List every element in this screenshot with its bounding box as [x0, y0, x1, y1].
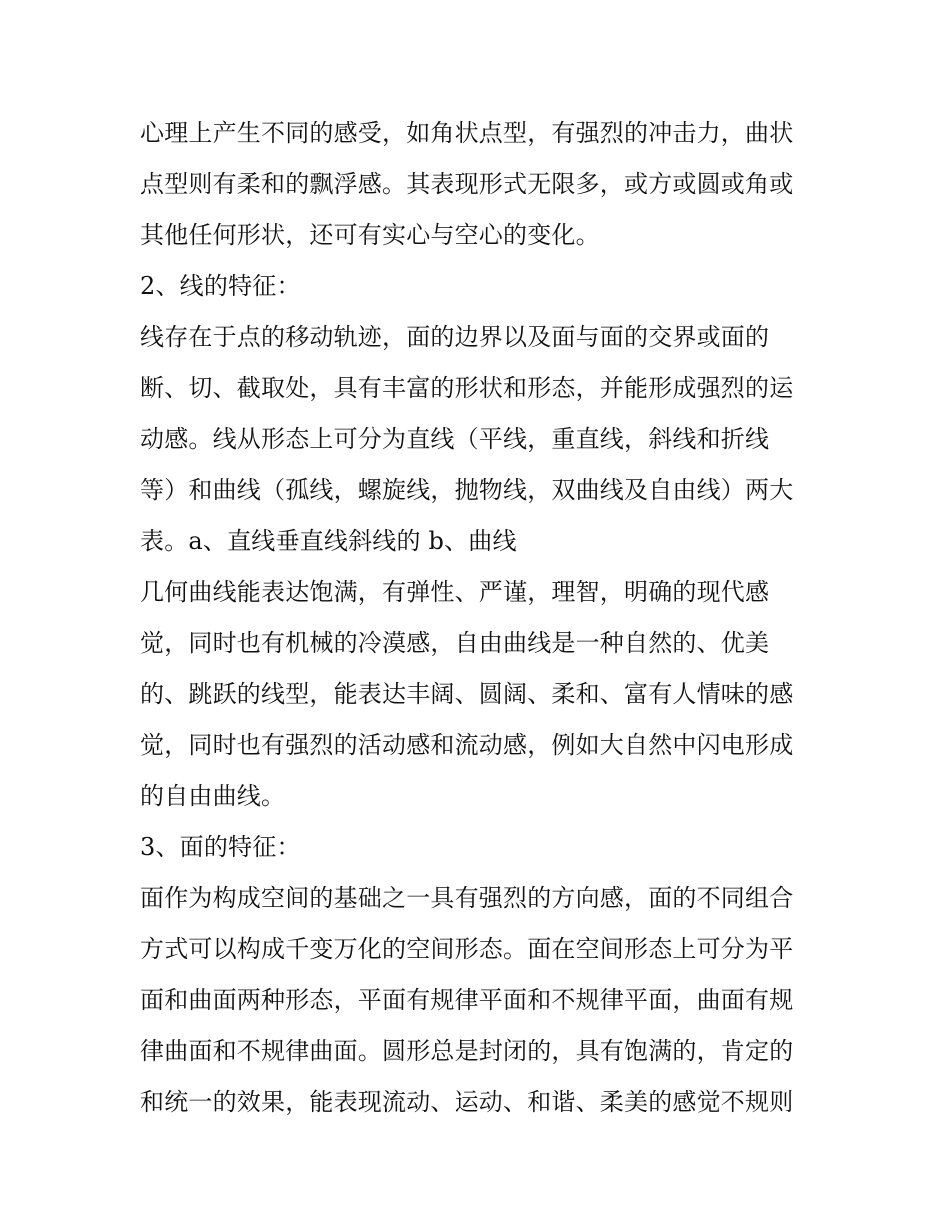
text-line: 表。a、直线垂直线斜线的 b、曲线: [140, 527, 517, 555]
text-line: 和统一的效果，能表现流动、运动、和谐、柔美的感觉不规则: [140, 1088, 794, 1116]
text-line: 的自由曲线。: [140, 782, 286, 810]
text-line: 线存在于点的移动轨迹，面的边界以及面与面的交界或面的: [140, 323, 770, 351]
text-line: 的、跳跃的线型，能表达丰阔、圆阔、柔和、富有人情味的感: [140, 680, 794, 708]
text-line: 觉，同时也有强烈的活动感和流动感，例如大自然中闪电形成: [140, 731, 794, 759]
text-line: 动感。线从形态上可分为直线（平线，重直线，斜线和折线: [140, 425, 770, 453]
text-line: 面和曲面两种形态，平面有规律平面和不规律平面，曲面有规: [140, 986, 794, 1014]
text-line: 方式可以构成千变万化的空间形态。面在空间形态上可分为平: [140, 935, 794, 963]
text-line: 律曲面和不规律曲面。圆形总是封闭的，具有饱满的，肯定的: [140, 1037, 794, 1065]
text-line: 觉，同时也有机械的冷漠感，自由曲线是一种自然的、优美: [140, 629, 770, 657]
text-line: 其他任何形状，还可有实心与空心的变化。: [140, 221, 600, 249]
section-heading-line: 2、线的特征：: [140, 272, 301, 300]
text-line: 面作为构成空间的基础之一具有强烈的方向感，面的不同组合: [140, 884, 794, 912]
text-line: 等）和曲线（孤线，螺旋线，抛物线，双曲线及自由线）两大: [140, 476, 794, 504]
section-heading-line: 3、面的特征：: [140, 833, 301, 861]
text-line: 点型则有柔和的飘浮感。其表现形式无限多，或方或圆或角或: [140, 170, 794, 198]
body-text: [140, 108, 812, 1128]
text-line: 心理上产生不同的感受，如角状点型，有强烈的冲击力，曲状: [140, 119, 794, 147]
text-line: 几何曲线能表达饱满，有弹性、严谨，理智，明确的现代感: [140, 578, 770, 606]
text-line: 断、切、截取处，具有丰富的形状和形态，并能形成强烈的运: [140, 374, 794, 402]
